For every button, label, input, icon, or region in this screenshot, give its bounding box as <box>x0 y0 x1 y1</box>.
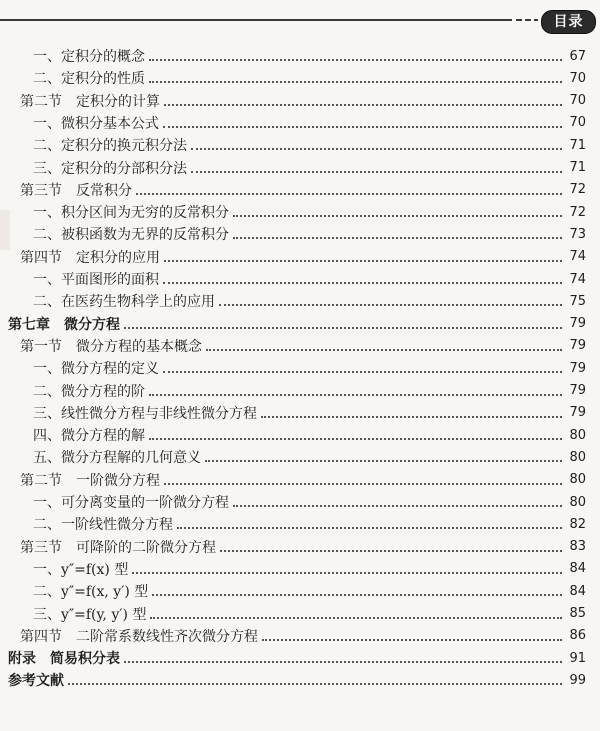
toc-entry-title: 第四节 二阶常系数线性齐次微分方程 <box>20 628 258 645</box>
toc-entry-title: 二、定积分的性质 <box>33 71 145 88</box>
toc-entry-title: 第三节 可降阶的二阶微分方程 <box>20 539 216 556</box>
dot-leader <box>149 394 562 396</box>
dot-leader <box>219 304 562 306</box>
dot-leader <box>206 349 562 351</box>
toc-chapter-entry <box>0 669 586 691</box>
dot-leader <box>233 215 562 217</box>
toc-entry-title: 第七章 微分方程 <box>8 316 120 333</box>
dot-leader <box>163 126 562 128</box>
dot-leader <box>124 327 562 329</box>
toc-subsection-entry <box>0 157 586 179</box>
dot-leader <box>136 193 562 195</box>
toc-page-number: 74 <box>569 249 586 265</box>
toc-subsection-entry <box>0 491 586 513</box>
toc-page-number: 70 <box>569 93 586 109</box>
toc-subsection-entry <box>0 603 586 625</box>
toc-page-number: 71 <box>569 137 586 153</box>
header-dash <box>534 19 538 21</box>
dot-leader <box>191 148 562 150</box>
toc-page-number: 67 <box>569 48 586 64</box>
toc-entry-title: 第一节 微分方程的基本概念 <box>20 338 202 355</box>
toc-entry-title: 五、微分方程解的几何意义 <box>33 450 201 467</box>
toc-subsection-entry <box>0 580 586 602</box>
toc-entry-title: 第三节 反常积分 <box>20 182 132 199</box>
dot-leader <box>150 617 562 619</box>
dot-leader <box>152 594 562 596</box>
dot-leader <box>68 683 562 685</box>
dot-leader <box>132 572 562 574</box>
toc-page-number: 86 <box>569 628 586 644</box>
toc-entry-title: 第二节 定积分的计算 <box>20 93 160 110</box>
toc-page-number: 82 <box>569 516 586 532</box>
toc-subsection-entry <box>0 558 586 580</box>
toc-page-number: 80 <box>569 494 586 510</box>
toc-page-number: 84 <box>569 583 586 599</box>
toc-section-entry <box>0 625 586 647</box>
toc-entry-title: 第四节 定积分的应用 <box>20 249 160 266</box>
toc-page-number: 80 <box>569 472 586 488</box>
toc-page-number: 99 <box>569 672 586 688</box>
toc-page-number: 71 <box>569 160 586 175</box>
toc-page-number: 70 <box>569 70 586 86</box>
toc-entry-title: 二、一阶线性微分方程 <box>33 517 173 534</box>
dot-leader <box>164 104 562 106</box>
toc-page-number: 79 <box>569 316 586 332</box>
dot-leader <box>233 505 562 507</box>
dot-leader <box>149 59 562 61</box>
toc-subsection-entry <box>0 112 586 134</box>
toc-chapter-entry <box>0 313 586 335</box>
toc-entry-title: 一、y″=f(x) 型 <box>33 561 129 578</box>
header-dash <box>525 19 531 21</box>
toc-page-number: 70 <box>569 115 586 131</box>
toc-entry-title: 三、线性微分方程与非线性微分方程 <box>33 405 257 422</box>
dot-leader <box>149 81 562 83</box>
toc-page-number: 84 <box>569 561 586 577</box>
dot-leader <box>164 260 562 262</box>
dot-leader <box>220 550 562 552</box>
dot-leader <box>124 661 562 663</box>
dot-leader <box>262 639 562 641</box>
toc-page-number: 73 <box>569 226 586 242</box>
header-dash <box>516 19 522 21</box>
toc-entry-title: 第二节 一阶微分方程 <box>20 472 160 489</box>
toc-subsection-entry <box>0 290 586 312</box>
dot-leader <box>205 460 562 462</box>
dot-leader <box>233 237 562 239</box>
toc-entry-title: 参考文献 <box>8 673 64 690</box>
dot-leader <box>261 416 562 418</box>
toc-entry-title: 二、定积分的换元积分法 <box>33 138 187 155</box>
toc-entry-title: 一、平面图形的面积 <box>33 272 159 288</box>
toc-entry-title: 二、微分方程的阶 <box>33 383 145 400</box>
toc-subsection-entry <box>0 446 586 468</box>
dot-leader <box>163 282 562 284</box>
toc-subsection-entry <box>0 424 586 446</box>
toc-entry-title: 一、微积分基本公式 <box>33 115 159 132</box>
toc-subsection-entry <box>0 45 586 67</box>
toc-page-number: 85 <box>569 606 586 621</box>
toc-subsection-entry <box>0 201 586 223</box>
toc-page-number: 72 <box>569 182 586 198</box>
toc-page-number: 72 <box>569 204 586 220</box>
dot-leader <box>149 438 562 440</box>
toc-entry-title: 三、y″=f(y, y′) 型 <box>33 606 147 623</box>
toc-page-number: 74 <box>569 271 586 287</box>
toc-badge: 目录 <box>541 10 596 34</box>
dot-leader <box>163 371 562 373</box>
toc-entry-title: 二、被积函数为无界的反常积分 <box>33 227 229 244</box>
toc-page-number: 83 <box>569 539 586 555</box>
toc-section-entry <box>0 90 586 112</box>
toc-section-entry <box>0 536 586 558</box>
toc-entry-title: 二、在医药生物科学上的应用 <box>33 294 215 311</box>
dot-leader <box>191 171 562 173</box>
toc-subsection-entry <box>0 402 586 424</box>
toc-chapter-entry <box>0 647 586 669</box>
toc-subsection-entry <box>0 223 586 245</box>
page-header <box>0 0 600 40</box>
toc-subsection-entry <box>0 67 586 89</box>
toc-entry-title: 二、y″=f(x, y′) 型 <box>33 584 149 601</box>
toc-page-number: 79 <box>569 338 586 354</box>
toc-entry-title: 三、定积分的分部积分法 <box>33 160 187 177</box>
toc-subsection-entry <box>0 268 586 290</box>
toc-page-number: 79 <box>569 405 586 421</box>
toc-section-entry <box>0 469 586 491</box>
toc-page-number: 91 <box>569 650 586 666</box>
toc-entry-title: 一、微分方程的定义 <box>33 361 159 378</box>
toc-page-number: 80 <box>569 449 586 465</box>
header-rule <box>0 19 512 21</box>
toc-entry-title: 附录 简易积分表 <box>8 651 120 668</box>
toc-entry-title: 一、可分离变量的一阶微分方程 <box>33 495 229 511</box>
toc-page-number: 80 <box>569 427 586 443</box>
dot-leader <box>177 527 562 529</box>
toc-section-entry <box>0 179 586 201</box>
toc-page-number: 79 <box>569 360 586 376</box>
toc-subsection-entry <box>0 134 586 156</box>
toc-page-number: 75 <box>569 293 586 309</box>
toc-entry-title: 一、积分区间为无穷的反常积分 <box>33 205 229 222</box>
toc-subsection-entry <box>0 513 586 535</box>
toc-subsection-entry <box>0 380 586 402</box>
toc-entry-title: 一、定积分的概念 <box>33 49 145 65</box>
toc-section-entry <box>0 335 586 357</box>
toc-section-entry <box>0 246 586 268</box>
toc-subsection-entry <box>0 357 586 379</box>
dot-leader <box>164 483 562 485</box>
toc-entry-title: 四、微分方程的解 <box>33 428 145 445</box>
toc-page-number: 79 <box>569 383 586 398</box>
